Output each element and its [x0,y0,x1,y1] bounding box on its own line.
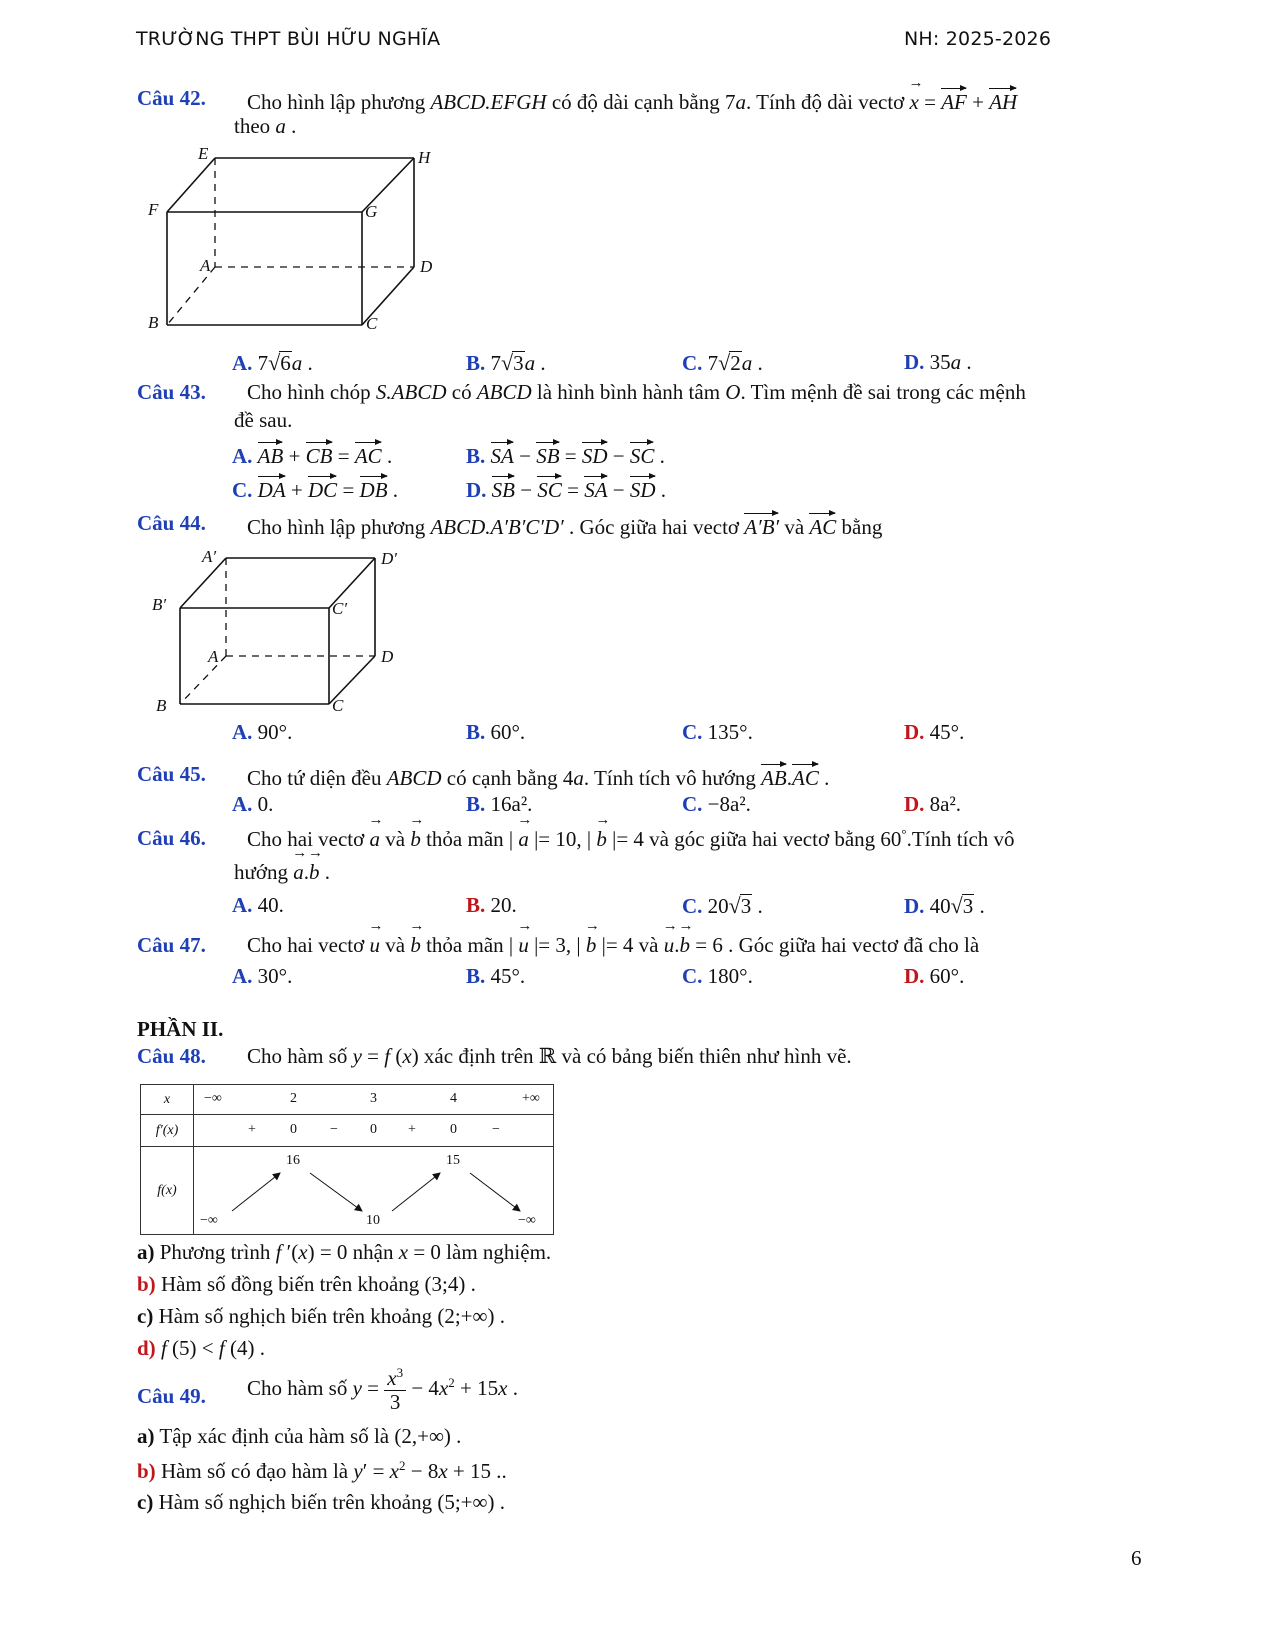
sign: − [330,1122,338,1137]
question-text-line2: đề sau. [234,408,293,432]
option-c[interactable]: C. 20√3 . [682,893,763,918]
question-label: Câu 44. [137,511,206,535]
f-header: f(x) [141,1147,194,1235]
question-label: Câu 47. [137,933,206,957]
question-text: Cho hai vectơ u → và b → thỏa mãn | u → |= 3, | b → |= 4 và u →.b → = 6 . Góc giữa hai vectơ đã cho là [247,933,979,958]
vertex-label: G [365,202,378,221]
question-label: Câu 42. [137,86,206,110]
option-c[interactable]: C. 135°. [682,720,753,744]
option-a[interactable]: A. AB + CB = AC . [232,440,392,469]
x-value: 4 [450,1091,457,1106]
option-b[interactable]: B. 45°. [466,964,526,988]
x-header: x [141,1085,194,1115]
x-value: −∞ [204,1091,222,1106]
question-text: Cho hàm số y = f (x) xác định trên ℝ và có bảng biến thiên như hình vẽ. [247,1044,852,1068]
f-variation-row [194,1147,554,1235]
x-values-row [194,1085,554,1115]
question-label: Câu 43. [137,380,206,404]
option-d[interactable]: D. 40√3 . [904,893,985,918]
question-text: Cho tứ diện đều ABCD có cạnh bằng 4a. Tính tích vô hướng AB.AC . [247,762,829,791]
vertex-label: E [198,145,209,163]
x-value: 2 [290,1091,297,1106]
statement-c[interactable]: c) Hàm số nghịch biến trên khoảng (5;+∞) . [137,1490,505,1514]
option-a[interactable]: A. 30°. [232,964,293,988]
question-text-line1: Cho hình lập phương ABCD.EFGH có độ dài cạnh bằng 7a. Tính độ dài vectơ x → = AF + AH [247,86,1017,115]
sign: + [248,1122,256,1137]
question-label: Câu 46. [137,826,206,850]
sign: + [408,1122,416,1137]
question-text-line2: theo a . [234,114,297,138]
school-name: TRƯỜNG THPT BÙI HỮU NGHĨA [136,28,441,50]
option-b[interactable]: B. SA − SB = SD − SC . [466,440,665,469]
vertex-label: B [148,313,159,332]
fprime-header: f′(x) [141,1115,194,1147]
statement-a[interactable]: a) Phương trình f ′(x) = 0 nhận x = 0 làm nghiệm. [137,1240,552,1264]
sign: 0 [450,1122,457,1137]
vertex-label: D′ [381,549,397,568]
question-text-line1: Cho hình chóp S.ABCD có ABCD là hình bình hành tâm O. Tìm mệnh đề sai trong các mệnh [247,380,1026,404]
cuboid-figure-q42 [140,145,440,337]
sign: 0 [290,1122,297,1137]
vertex-label: C [332,696,344,715]
f-value: −∞ [200,1213,218,1228]
option-c[interactable]: C. 180°. [682,964,753,988]
option-c[interactable]: C. DA + DC = DB . [232,474,398,503]
f-value: 10 [366,1213,380,1228]
statement-d[interactable]: d) f (5) < f (4) . [137,1336,265,1360]
question-text-line1: Cho hai vectơ a → và b → thỏa mãn | a → |= 10, | b → |= 4 và góc giữa hai vectơ bằng 60°.Tính tích vô [247,826,1015,852]
vertex-label: C′ [332,599,348,618]
vertex-label: D [420,257,433,276]
x-value: 3 [370,1091,377,1106]
f-value: 16 [286,1153,300,1168]
vertex-label: F [148,200,159,219]
statement-b[interactable]: b) Hàm số đồng biến trên khoảng (3;4) . [137,1272,476,1296]
statement-c[interactable]: c) Hàm số nghịch biến trên khoảng (2;+∞) . [137,1304,505,1328]
cube-figure-q44 [146,548,416,720]
question-text: Cho hình lập phương ABCD.A′B′C′D′ . Góc giữa hai vectơ A′B′ và AC bằng [247,511,882,540]
question-label: Câu 45. [137,762,206,786]
option-d[interactable]: D. 35a . [904,350,972,374]
option-c[interactable]: C. −8a². [682,792,751,816]
vertex-label: A [208,647,219,666]
variation-arrows [194,1147,554,1235]
option-d[interactable]: D. 8a². [904,792,962,816]
statement-a[interactable]: a) Tập xác định của hàm số là (2,+∞) . [137,1424,462,1448]
section-title: PHẦN II. [137,1017,224,1041]
option-b[interactable]: B. 20. [466,893,517,917]
question-label: Câu 49. [137,1384,206,1408]
option-c[interactable]: C. 7√2a . [682,350,763,375]
option-d[interactable]: D. 60°. [904,964,965,988]
page-number: 6 [1131,1546,1142,1570]
vertex-label: A′ [202,548,217,566]
sign: 0 [370,1122,377,1137]
question-text-line2: hướng a →.b → . [234,860,330,885]
option-b[interactable]: B. 60°. [466,720,526,744]
vertex-label: B′ [152,595,167,614]
option-a[interactable]: A. 0. [232,792,274,816]
vertex-label: B [156,696,167,715]
f-value: −∞ [518,1213,536,1228]
option-b[interactable]: B. 16a². [466,792,533,816]
option-a[interactable]: A. 7√6a . [232,350,313,375]
vertex-label: D [381,647,394,666]
f-value: 15 [446,1153,460,1168]
option-a[interactable]: A. 90°. [232,720,293,744]
question-label: Câu 48. [137,1044,206,1068]
sign: − [492,1122,500,1137]
question-text: Cho hàm số y = $\frac{x^3}{3}$ − $4x^2 + 15x$ . [247,1365,518,1415]
vertex-label: H [418,148,431,167]
option-b[interactable]: B. 7√3a . [466,350,546,375]
vertex-label: A [200,256,211,275]
fprime-signs-row [194,1115,554,1147]
school-year: NH: 2025-2026 [904,28,1052,50]
option-d[interactable]: D. 45°. [904,720,965,744]
option-a[interactable]: A. 40. [232,893,284,917]
statement-b[interactable]: b) Hàm số có đạo hàm là $y' = x^2 - 8x + 15$ .. [137,1458,507,1483]
variation-table [140,1084,554,1235]
option-d[interactable]: D. SB − SC = SA − SD . [466,474,666,503]
vertex-label: C [366,314,378,333]
x-value: +∞ [522,1091,540,1106]
